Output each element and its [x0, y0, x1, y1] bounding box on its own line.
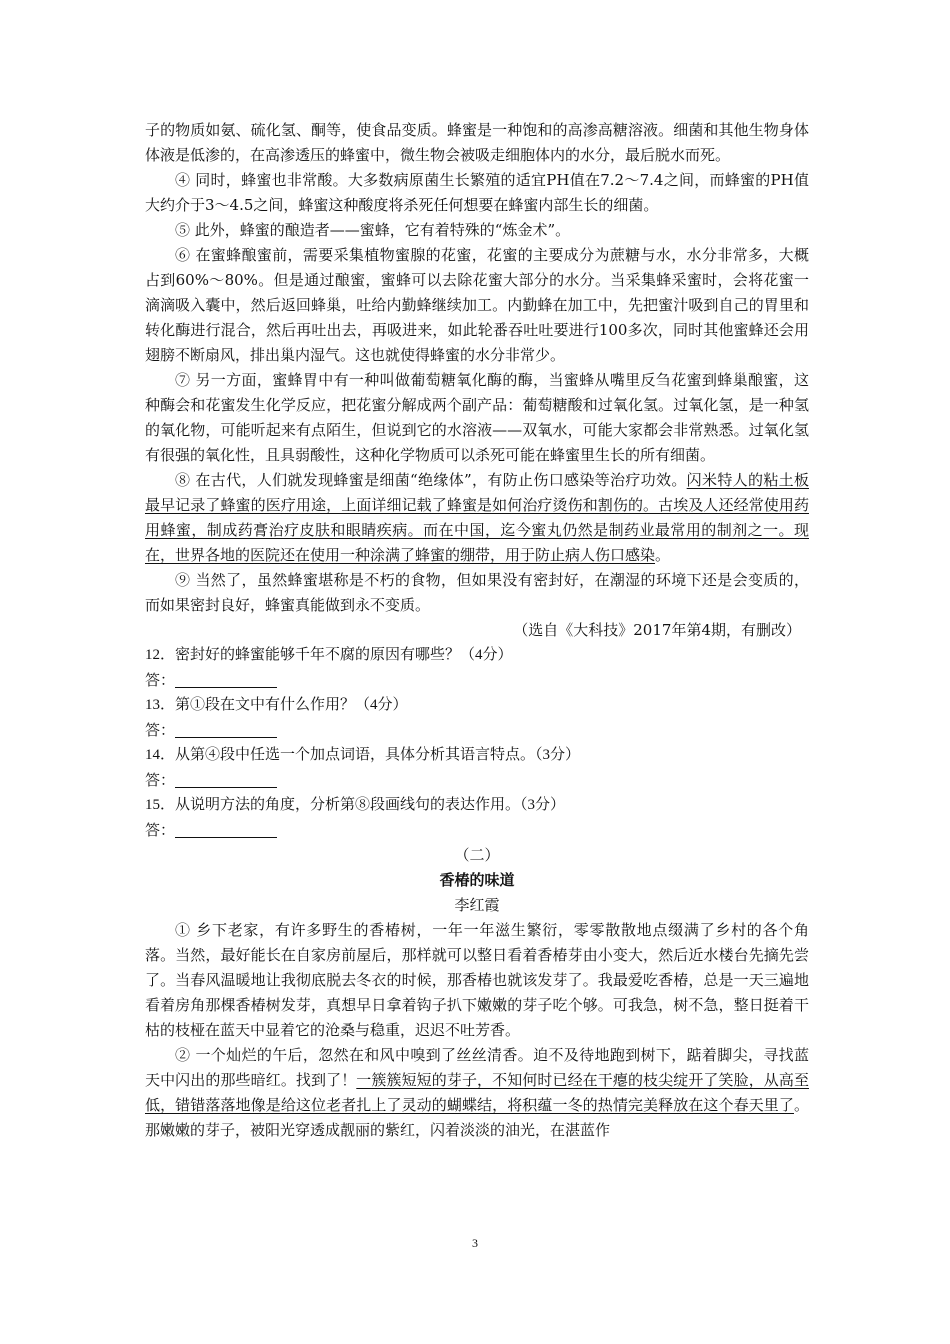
paragraph-8: [145, 468, 809, 568]
essay-paragraph-2: [145, 1043, 809, 1143]
question-list: [145, 643, 809, 843]
answer-line-12: [145, 668, 809, 693]
answer-label: 答：: [145, 721, 176, 739]
answer-label: 答：: [145, 771, 176, 789]
essay-paragraph-2-plain: ② 一个灿烂的午后，忽然在和风中嗅到了丝丝清香。迫不及待地跑到树下，踮着脚尖，寻找蓝天中闪出的那些暗红。找到了！: [145, 1046, 809, 1089]
paragraph-8-end: 。: [655, 546, 671, 564]
paragraph-continued: 子的物质如氨、硫化氢、酮等，使食品变质。蜂蜜是一种饱和的高渗高糖溶液。细菌和其他生物身体体液是低渗的，在高渗透压的蜂蜜中，微生物会被吸走细胞体内的水分，最后脱水而死。: [145, 121, 809, 164]
answer-line-15: [145, 818, 809, 843]
answer-label: 答：: [145, 671, 176, 689]
answer-blank[interactable]: [175, 771, 277, 788]
section-marker: （二）: [454, 846, 500, 864]
paragraph-4: ④ 同时，蜂蜜也非常酸。大多数病原菌生长繁殖的适宜PH值在7.2～7.4之间，而蜂蜜的PH值大约介于3～4.5之间，蜂蜜这种酸度将杀死任何想要在蜂蜜内部生长的细菌。: [145, 171, 809, 214]
essay-author: 李红霞: [454, 896, 500, 914]
essay-paragraph-1: ① 乡下老家，有许多野生的香椿树，一年一年滋生繁衍，零零散散地点缀满了乡村的各个角落。当然，最好能长在自家房前屋后，那样就可以整日看着香椿芽由小变大，然后近水楼台先摘先尝了。当春风温暖地让我彻底脱去冬衣的时候，那香椿也就该发芽了。我最爱吃香椿，总是一天三遍地看着房角那棵香椿树发芽，真想早日拿着钩子扒下嫩嫩的芽子吃个够。可我急，树不急，整日挺着干枯的枝桠在蓝天中显着它的沧桑与稳重，迟迟不吐芳香。: [145, 921, 809, 1039]
paragraph-7: ⑦ 另一方面，蜜蜂胃中有一种叫做葡萄糖氧化酶的酶，当蜜蜂从嘴里反刍花蜜到蜂巢酿蜜，这种酶会和花蜜发生化学反应，把花蜜分解成两个副产品：葡萄糖酸和过氧化氢。过氧化氢，是一种氢的氧化物，可能听起来有点陌生，但说到它的水溶液——双氧水，可能大家都会非常熟悉。过氧化氢有很强的氧化性，且具弱酸性，这种化学物质可以杀死可能在蜂蜜里生长的所有细菌。: [145, 371, 809, 464]
paragraph-8-underlined: 闪米特人的粘土板最早记录了蜂蜜的医疗用途，上面详细记载了蜂蜜是如何治疗烫伤和割伤的。古埃及人还经常使用药用蜂蜜，制成药膏治疗皮肤和眼睛疾病。而在中国，迄今蜜丸仍然是制药业最常用的制剂之一。现在，世界各地的医院还在使用一种涂满了蜂蜜的绷带，用于防止病人伤口感染: [145, 471, 809, 564]
paragraph-5: ⑤ 此外，蜂蜜的酿造者——蜜蜂，它有着特殊的“炼金术”。: [175, 221, 571, 239]
question-14: 14．从第④段中任选一个加点词语，具体分析其语言特点。（3分）: [145, 747, 581, 763]
answer-label: 答：: [145, 821, 176, 839]
question-12: 12．密封好的蜂蜜能够千年不腐的原因有哪些？（4分）: [145, 647, 513, 663]
answer-blank[interactable]: [175, 821, 277, 838]
essay-paragraph-2-end: 。那嫩嫩的芽子，被阳光穿透成靓丽的紫红，闪着淡淡的油光，在湛蓝作: [145, 1096, 809, 1139]
answer-line-14: [145, 768, 809, 793]
essay-paragraph-2-underlined: 一簇簇短短的芽子，不知何时已经在干瘪的枝尖绽开了笑脸，从高至低，错错落落地像是给这位老者扎上了灵动的蝴蝶结，将积蕴一冬的热情完美释放在这个春天里了: [145, 1071, 809, 1114]
paragraph-6: ⑥ 在蜜蜂酿蜜前，需要采集植物蜜腺的花蜜，花蜜的主要成分为蔗糖与水，水分非常多，大概占到60%～80%。但是通过酿蜜，蜜蜂可以去除花蜜大部分的水分。当采集蜂采蜜时，会将花蜜一滴滴吸入囊中，然后返回蜂巢，吐给内勤蜂继续加工。内勤蜂在加工中，先把蜜汁吸到自己的胃里和转化酶进行混合，然后再吐出去，再吸进来，如此轮番吞吐吐要进行100多次，同时其他蜜蜂还会用翅膀不断扇风，排出巢内湿气。这也就使得蜂蜜的水分非常少。: [145, 246, 809, 364]
question-13: 13．第①段在文中有什么作用？（4分）: [145, 697, 408, 713]
source-note: （选自《大科技》2017年第4期，有删改）: [513, 621, 801, 639]
answer-blank[interactable]: [175, 721, 277, 738]
essay-title: 香椿的味道: [439, 871, 515, 889]
paragraph-9: ⑨ 当然了，虽然蜂蜜堪称是不朽的食物，但如果没有密封好，在潮湿的环境下还是会变质的，而如果密封良好，蜂蜜真能做到永不变质。: [145, 571, 809, 614]
page-number: 3: [472, 1236, 478, 1250]
answer-line-13: [145, 718, 809, 743]
answer-blank[interactable]: [175, 671, 277, 688]
question-15: 15．从说明方法的角度，分析第⑧段画线句的表达作用。（3分）: [145, 797, 566, 813]
document-body: [145, 118, 809, 1143]
paragraph-8-plain: ⑧ 在古代，人们就发现蜂蜜是细菌“绝缘体”，有防止伤口感染等治疗功效。: [175, 471, 687, 489]
